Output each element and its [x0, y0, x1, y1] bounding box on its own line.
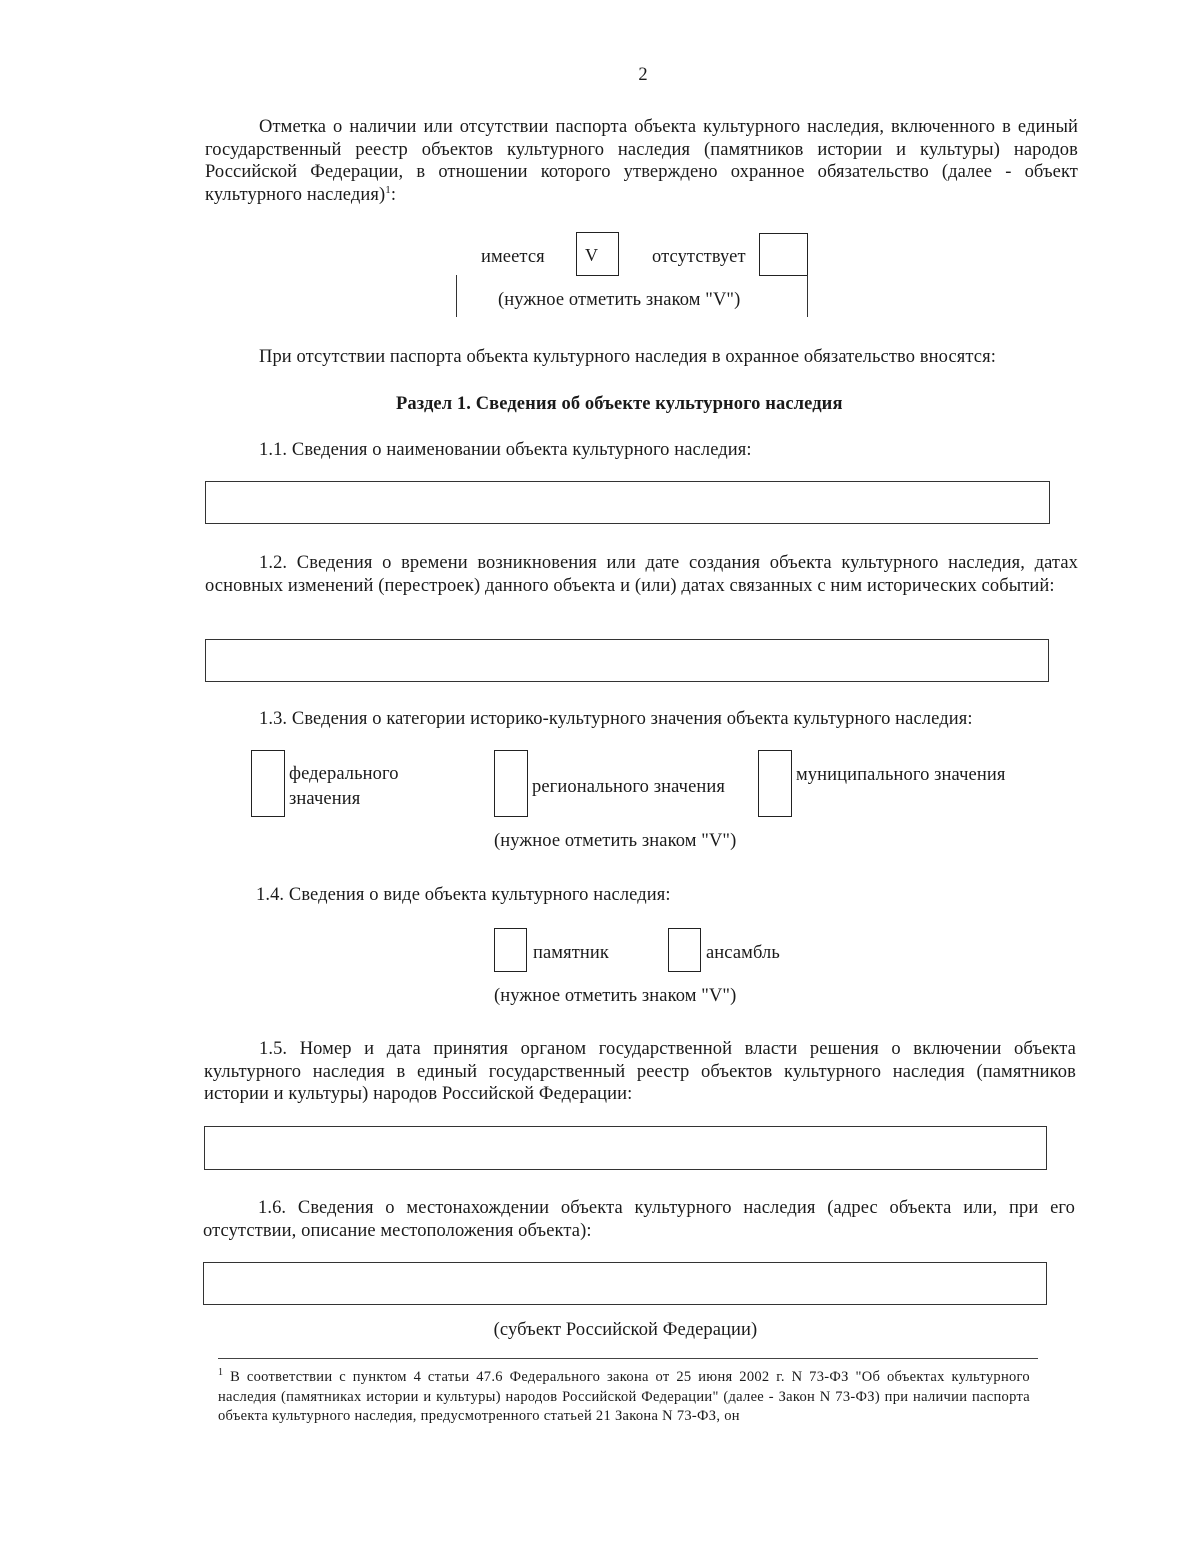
intro-text: Отметка о наличии или отсутствии паспорта объекта культурного наследия, включенного в единый государственный реестр объектов культурного наследия (памятников истории и культуры) народов Российской Федерации, в отношении которого утверждено охранное обязательство (далее - объект культурного наследия) [205, 117, 1078, 205]
s1-5-decision-field[interactable] [204, 1126, 1047, 1170]
passport-has-label: имеется [481, 247, 545, 267]
footnote-reference: 1 [385, 183, 391, 196]
category-federal-label-line1: федерального [289, 764, 399, 784]
category-federal-checkbox[interactable] [251, 750, 285, 817]
type-monument-label: памятник [533, 943, 610, 963]
s1-6-location-field[interactable] [203, 1262, 1047, 1305]
s1-5-label: 1.5. Номер и дата принятия органом государственной власти решения о включении объекта культурного наследия в единый государственный реестр объектов культурного наследия (памятников истории и культуры) народов Российской Федерации: [204, 1039, 1076, 1104]
footnote-separator [218, 1358, 1038, 1359]
footnote [218, 1368, 1030, 1427]
s1-4-label: 1.4. Сведения о виде объекта культурного наследия: [256, 885, 671, 905]
type-ensemble-checkbox[interactable] [668, 928, 701, 972]
section-title: Раздел 1. Сведения об объекте культурного наследия [396, 394, 843, 414]
s1-4-hint: (нужное отметить знаком "V") [494, 986, 737, 1006]
s1-1-name-field[interactable] [205, 481, 1050, 524]
s1-2-dates-field[interactable] [205, 639, 1049, 682]
intro-paragraph [205, 116, 1078, 206]
s1-6-caption: (субъект Российской Федерации) [493, 1320, 758, 1340]
form-border-line-left [456, 275, 457, 317]
category-municipal-label: муниципального значения [796, 765, 1006, 785]
passport-hint: (нужное отметить знаком "V") [498, 290, 741, 310]
category-regional-checkbox[interactable] [494, 750, 528, 817]
s1-2-label: 1.2. Сведения о времени возникновения или дате создания объекта культурного наследия, датах основных изменений (перестроек) данного объекта и (или) датах связанных с ним исторических событий: [205, 553, 1078, 596]
type-ensemble-label: ансамбль [706, 943, 780, 963]
page-number: 2 [638, 65, 648, 85]
s1-1-label: 1.1. Сведения о наименовании объекта культурного наследия: [259, 440, 752, 460]
intro-tail: : [390, 184, 397, 205]
footnote-text: В соответствии с пунктом 4 статьи 47.6 Федерального закона от 25 июня 2002 г. N 73-ФЗ "Об объектах культурного наследия (памятниках истории и культуры) народов Российской Федерации" (далее - Закон N 73-ФЗ) при наличии паспорта объекта культурного наследия, предусмотренного статьей 21 Закона N 73-ФЗ, он [218, 1369, 1030, 1424]
passport-absent-label: отсутствует [652, 247, 746, 267]
passport-has-checkbox[interactable]: V [576, 232, 619, 276]
type-monument-checkbox[interactable] [494, 928, 527, 972]
category-regional-label: регионального значения [532, 777, 725, 797]
passport-absent-checkbox[interactable] [759, 233, 808, 276]
category-municipal-checkbox[interactable] [758, 750, 792, 817]
form-border-line-right [807, 275, 808, 317]
s1-6-label: 1.6. Сведения о местонахождении объекта культурного наследия (адрес объекта или, при его отсутствии, описание местоположения объекта): [203, 1198, 1075, 1241]
footnote-mark: 1 [218, 1367, 224, 1379]
absence-note: При отсутствии паспорта объекта культурного наследия в охранное обязательство вносятся: [259, 347, 996, 367]
s1-3-hint: (нужное отметить знаком "V") [494, 831, 737, 851]
s1-3-label: 1.3. Сведения о категории историко-культурного значения объекта культурного наследия: [259, 709, 973, 729]
category-federal-label [289, 763, 399, 810]
category-federal-label-line2: значения [289, 788, 361, 809]
